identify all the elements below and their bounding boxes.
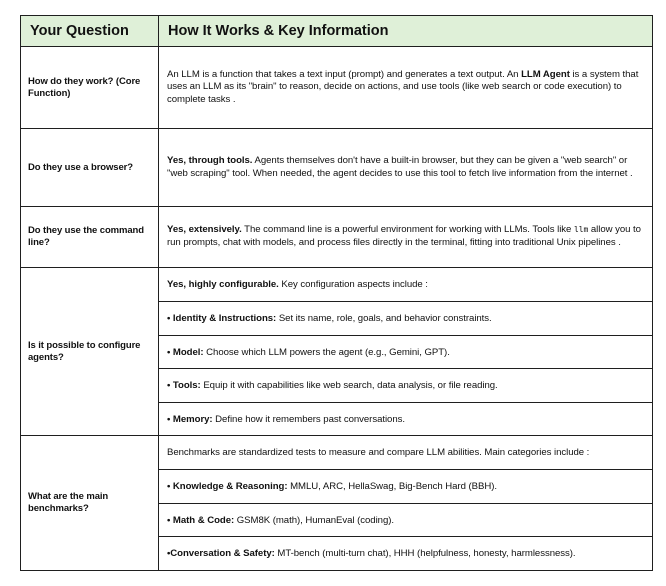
answer-text: Agents themselves don't have a built-in browser, but they can be given a "web search" or "web scraping" tool. When needed, the agent decides to use this tool to fetch live information from the internet . xyxy=(167,154,633,179)
item-text: Choose which LLM powers the agent (e.g., Gemini, GPT). xyxy=(203,346,450,358)
header-your-question: Your Question xyxy=(21,16,159,47)
answer-emphasis: LLM Agent xyxy=(521,68,570,80)
item-text: MMLU, ARC, HellaSwag, Big-Bench Hard (BBH). xyxy=(287,481,497,492)
item-text: Define how it remembers past conversations. xyxy=(212,413,405,425)
answer-text: is a system that uses an LLM as its "brain" to reason, decide on actions, and use tools (like web search or code execution) to complete tasks . xyxy=(167,68,639,105)
qa-table xyxy=(20,15,653,571)
question-cell: Is it possible to configure agents? xyxy=(21,268,159,436)
item-text: Equip it with capabilities like web search, data analysis, or file reading. xyxy=(200,380,498,391)
table-row xyxy=(21,436,653,470)
item-label: • Memory: xyxy=(167,413,213,425)
item-label: • Knowledge & Reasoning: xyxy=(167,481,288,492)
table-row xyxy=(21,207,653,268)
item-text: GSM8K (math), HumanEval (coding). xyxy=(234,514,395,526)
table-row xyxy=(21,129,653,207)
answer-emphasis: Yes, extensively. xyxy=(167,224,242,236)
table-row xyxy=(21,47,653,129)
question-cell: How do they work? (Core Function) xyxy=(21,47,159,129)
answer-text: Key configuration aspects include : xyxy=(278,279,428,290)
item-text: MT-bench (multi-turn chat), HHH (helpfulness, honesty, harmlessness). xyxy=(274,548,576,559)
answer-intro-cell xyxy=(159,436,653,470)
answer-intro-cell xyxy=(159,268,653,302)
answer-item-cell xyxy=(159,470,653,504)
question-cell: Do they use a browser? xyxy=(21,129,159,207)
answer-item-cell xyxy=(159,403,653,436)
table-row xyxy=(21,268,653,302)
answer-cell xyxy=(159,129,653,207)
answer-text: An LLM is a function that takes a text input (prompt) and generates a text output. An xyxy=(167,68,522,80)
answer-text: The command line is a powerful environment for working with LLMs. Tools like xyxy=(241,224,574,236)
answer-item-cell xyxy=(159,504,653,537)
answer-cell xyxy=(159,207,653,268)
question-cell: What are the main benchmarks? xyxy=(21,436,159,571)
header-row xyxy=(21,16,653,47)
item-label: • Identity & Instructions: xyxy=(167,313,277,324)
answer-item-cell xyxy=(159,302,653,336)
answer-emphasis: Yes, through tools. xyxy=(167,154,253,166)
answer-item-cell xyxy=(159,336,653,369)
answer-item-cell xyxy=(159,537,653,571)
header-how-it-works: How It Works & Key Information xyxy=(159,16,653,47)
answer-text: Benchmarks are standardized tests to measure and compare LLM abilities. Main categories include : xyxy=(167,447,590,458)
item-label: • Model: xyxy=(167,346,204,358)
answer-text: allow you to run prompts, chat with models, and process files directly in the terminal, fitting into traditional Unix pipelines . xyxy=(167,224,641,248)
answer-item-cell xyxy=(159,369,653,403)
item-text: Set its name, role, goals, and behavior constraints. xyxy=(276,313,492,324)
answer-cell xyxy=(159,47,653,129)
item-label: • Tools: xyxy=(167,380,201,391)
item-label: • Math & Code: xyxy=(167,514,235,526)
answer-emphasis: Yes, highly configurable. xyxy=(167,279,279,290)
item-label: •Conversation & Safety: xyxy=(167,548,275,559)
inline-code: llm xyxy=(573,225,589,235)
question-cell: Do they use the command line? xyxy=(21,207,159,268)
